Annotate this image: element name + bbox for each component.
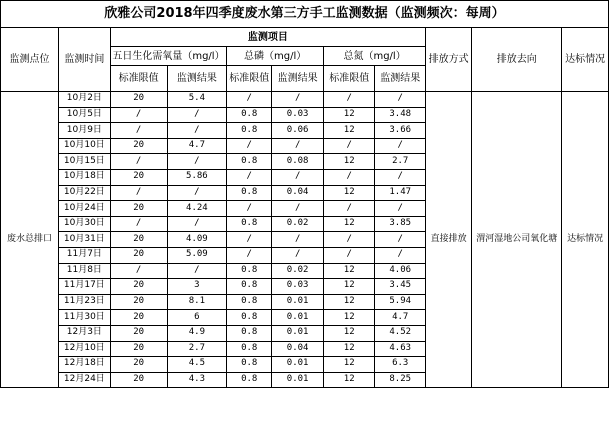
date-cell[interactable]: 12月3日 xyxy=(59,325,111,341)
bod-limit-cell[interactable]: 20 xyxy=(110,169,167,185)
tp-result-cell[interactable]: 0.03 xyxy=(272,279,324,295)
compliance-status-cell[interactable]: 达标情况 xyxy=(562,92,609,388)
header-bod-result[interactable]: 监测结果 xyxy=(167,66,227,92)
bod-result-cell[interactable]: / xyxy=(167,123,227,139)
tp-result-cell[interactable]: / xyxy=(272,92,324,108)
tp-limit-cell[interactable]: 0.8 xyxy=(227,357,272,373)
table-row xyxy=(1,92,609,108)
discharge-destination-cell[interactable]: 渭河湿地公司氧化塘 xyxy=(472,92,562,388)
tn-limit-cell[interactable]: 12 xyxy=(324,107,375,123)
date-cell[interactable]: 10月9日 xyxy=(59,123,111,139)
tp-result-cell[interactable]: 0.08 xyxy=(272,154,324,170)
date-cell[interactable]: 11月30日 xyxy=(59,310,111,326)
tn-result-cell[interactable]: 3.48 xyxy=(375,107,426,123)
tn-limit-cell[interactable]: 12 xyxy=(324,263,375,279)
bod-result-cell[interactable]: / xyxy=(167,263,227,279)
tn-limit-cell[interactable]: 12 xyxy=(324,325,375,341)
bod-result-cell[interactable]: / xyxy=(167,107,227,123)
date-cell[interactable]: 10月31日 xyxy=(59,232,111,248)
discharge-method-cell[interactable]: 直接排放 xyxy=(426,92,472,388)
tp-result-cell[interactable]: 0.02 xyxy=(272,216,324,232)
tp-limit-cell[interactable]: 0.8 xyxy=(227,341,272,357)
bod-result-cell[interactable]: 3 xyxy=(167,279,227,295)
date-cell[interactable]: 11月7日 xyxy=(59,247,111,263)
bod-result-cell[interactable]: / xyxy=(167,154,227,170)
header-tp-result[interactable]: 监测结果 xyxy=(272,66,324,92)
bod-limit-cell[interactable]: / xyxy=(110,216,167,232)
bod-result-cell[interactable]: / xyxy=(167,216,227,232)
tn-limit-cell[interactable]: / xyxy=(324,169,375,185)
bod-limit-cell[interactable]: 20 xyxy=(110,372,167,388)
tp-limit-cell[interactable]: 0.8 xyxy=(227,279,272,295)
tp-limit-cell[interactable]: 0.8 xyxy=(227,263,272,279)
tp-limit-cell[interactable]: 0.8 xyxy=(227,107,272,123)
date-cell[interactable]: 10月2日 xyxy=(59,92,111,108)
tp-limit-cell[interactable]: 0.8 xyxy=(227,310,272,326)
tp-result-cell[interactable]: 0.06 xyxy=(272,123,324,139)
date-cell[interactable]: 12月24日 xyxy=(59,372,111,388)
tp-result-cell[interactable]: / xyxy=(272,138,324,154)
tp-result-cell[interactable]: 0.01 xyxy=(272,310,324,326)
tn-result-cell[interactable]: / xyxy=(375,169,426,185)
tp-result-cell[interactable]: 0.01 xyxy=(272,294,324,310)
date-cell[interactable]: 10月5日 xyxy=(59,107,111,123)
tn-result-cell[interactable]: 6.3 xyxy=(375,357,426,373)
tp-limit-cell[interactable]: / xyxy=(227,169,272,185)
bod-limit-cell[interactable]: / xyxy=(110,107,167,123)
tn-result-cell[interactable]: / xyxy=(375,138,426,154)
tn-limit-cell[interactable]: / xyxy=(324,232,375,248)
date-cell[interactable]: 10月22日 xyxy=(59,185,111,201)
tn-result-cell[interactable]: 4.63 xyxy=(375,341,426,357)
bod-limit-cell[interactable]: / xyxy=(110,154,167,170)
bod-limit-cell[interactable]: 20 xyxy=(110,341,167,357)
tn-limit-cell[interactable]: / xyxy=(324,138,375,154)
tp-result-cell[interactable]: 0.01 xyxy=(272,325,324,341)
bod-result-cell[interactable]: 4.24 xyxy=(167,201,227,217)
tn-limit-cell[interactable]: 12 xyxy=(324,185,375,201)
bod-result-cell[interactable]: 4.09 xyxy=(167,232,227,248)
tp-result-cell[interactable]: / xyxy=(272,169,324,185)
tn-result-cell[interactable]: 2.7 xyxy=(375,154,426,170)
tn-limit-cell[interactable]: 12 xyxy=(324,341,375,357)
bod-limit-cell[interactable]: 20 xyxy=(110,357,167,373)
bod-result-cell[interactable]: 6 xyxy=(167,310,227,326)
bod-limit-cell[interactable]: / xyxy=(110,185,167,201)
tn-result-cell[interactable]: 3.45 xyxy=(375,279,426,295)
date-cell[interactable]: 12月10日 xyxy=(59,341,111,357)
tn-result-cell[interactable]: 4.06 xyxy=(375,263,426,279)
header-tn-limit[interactable]: 标准限值 xyxy=(324,66,375,92)
header-bod5[interactable]: 五日生化需氧量（mg/l） xyxy=(110,47,227,66)
bod-result-cell[interactable]: 2.7 xyxy=(167,341,227,357)
tn-result-cell[interactable]: / xyxy=(375,232,426,248)
tp-limit-cell[interactable]: 0.8 xyxy=(227,294,272,310)
date-cell[interactable]: 11月23日 xyxy=(59,294,111,310)
tp-result-cell[interactable]: / xyxy=(272,247,324,263)
bod-result-cell[interactable]: 5.4 xyxy=(167,92,227,108)
header-monitoring-point[interactable]: 监测点位 xyxy=(1,28,59,92)
tn-result-cell[interactable]: 4.7 xyxy=(375,310,426,326)
bod-result-cell[interactable]: 5.86 xyxy=(167,169,227,185)
bod-limit-cell[interactable]: 20 xyxy=(110,279,167,295)
bod-result-cell[interactable]: 4.3 xyxy=(167,372,227,388)
tn-result-cell[interactable]: 1.47 xyxy=(375,185,426,201)
table-body xyxy=(1,92,609,388)
tp-result-cell[interactable]: 0.02 xyxy=(272,263,324,279)
sheet-title[interactable]: 欣雅公司2018年四季度废水第三方手工监测数据（监测频次：每周） xyxy=(1,1,609,28)
header-tp-limit[interactable]: 标准限值 xyxy=(227,66,272,92)
tn-limit-cell[interactable]: 12 xyxy=(324,310,375,326)
date-cell[interactable]: 10月15日 xyxy=(59,154,111,170)
header-monitoring-time[interactable]: 监测时间 xyxy=(59,28,111,92)
tp-limit-cell[interactable]: / xyxy=(227,201,272,217)
tp-result-cell[interactable]: / xyxy=(272,201,324,217)
tp-result-cell[interactable]: 0.03 xyxy=(272,107,324,123)
tn-result-cell[interactable]: 8.25 xyxy=(375,372,426,388)
tn-result-cell[interactable]: 3.66 xyxy=(375,123,426,139)
tn-result-cell[interactable]: 5.94 xyxy=(375,294,426,310)
tp-result-cell[interactable]: 0.01 xyxy=(272,357,324,373)
tn-result-cell[interactable]: 4.52 xyxy=(375,325,426,341)
header-total-phosphorus[interactable]: 总磷（mg/l） xyxy=(227,47,324,66)
tp-result-cell[interactable]: 0.04 xyxy=(272,185,324,201)
date-cell[interactable]: 10月10日 xyxy=(59,138,111,154)
tn-limit-cell[interactable]: 12 xyxy=(324,216,375,232)
tn-limit-cell[interactable]: 12 xyxy=(324,294,375,310)
tp-limit-cell[interactable]: 0.8 xyxy=(227,372,272,388)
monitoring-point-cell[interactable]: 废水总排口 xyxy=(1,92,59,388)
date-cell[interactable]: 10月18日 xyxy=(59,169,111,185)
tp-limit-cell[interactable]: / xyxy=(227,138,272,154)
header-monitoring-items[interactable]: 监测项目 xyxy=(110,28,425,47)
header-bod-limit[interactable]: 标准限值 xyxy=(110,66,167,92)
bod-limit-cell[interactable]: / xyxy=(110,263,167,279)
tp-limit-cell[interactable]: 0.8 xyxy=(227,154,272,170)
header-discharge-method[interactable]: 排放方式 xyxy=(426,28,472,92)
tp-limit-cell[interactable]: / xyxy=(227,92,272,108)
date-cell[interactable]: 10月30日 xyxy=(59,216,111,232)
header-discharge-destination[interactable]: 排放去向 xyxy=(472,28,562,92)
tp-limit-cell[interactable]: 0.8 xyxy=(227,185,272,201)
date-cell[interactable]: 12月18日 xyxy=(59,357,111,373)
tn-result-cell[interactable]: / xyxy=(375,92,426,108)
tn-limit-cell[interactable]: 12 xyxy=(324,154,375,170)
tp-limit-cell[interactable]: 0.8 xyxy=(227,216,272,232)
bod-limit-cell[interactable]: 20 xyxy=(110,92,167,108)
tn-limit-cell[interactable]: / xyxy=(324,247,375,263)
header-total-nitrogen[interactable]: 总氮（mg/l） xyxy=(324,47,426,66)
bod-limit-cell[interactable]: 20 xyxy=(110,201,167,217)
tn-result-cell[interactable]: / xyxy=(375,247,426,263)
bod-limit-cell[interactable]: 20 xyxy=(110,325,167,341)
tp-result-cell[interactable]: 0.01 xyxy=(272,372,324,388)
bod-limit-cell[interactable]: 20 xyxy=(110,138,167,154)
tp-limit-cell[interactable]: / xyxy=(227,232,272,248)
header-compliance-status[interactable]: 达标情况 xyxy=(562,28,609,92)
tn-result-cell[interactable]: 3.85 xyxy=(375,216,426,232)
tn-limit-cell[interactable]: 12 xyxy=(324,357,375,373)
tp-limit-cell[interactable]: 0.8 xyxy=(227,123,272,139)
tp-limit-cell[interactable]: / xyxy=(227,247,272,263)
bod-limit-cell[interactable]: 20 xyxy=(110,310,167,326)
bod-result-cell[interactable]: 4.9 xyxy=(167,325,227,341)
bod-limit-cell[interactable]: 20 xyxy=(110,294,167,310)
bod-limit-cell[interactable]: 20 xyxy=(110,247,167,263)
bod-limit-cell[interactable]: / xyxy=(110,123,167,139)
tn-limit-cell[interactable]: / xyxy=(324,201,375,217)
bod-result-cell[interactable]: 4.7 xyxy=(167,138,227,154)
header-tn-result[interactable]: 监测结果 xyxy=(375,66,426,92)
date-cell[interactable]: 11月17日 xyxy=(59,279,111,295)
tn-limit-cell[interactable]: 12 xyxy=(324,372,375,388)
tn-limit-cell[interactable]: / xyxy=(324,92,375,108)
date-cell[interactable]: 11月8日 xyxy=(59,263,111,279)
bod-result-cell[interactable]: 8.1 xyxy=(167,294,227,310)
bod-limit-cell[interactable]: 20 xyxy=(110,232,167,248)
tn-limit-cell[interactable]: 12 xyxy=(324,279,375,295)
bod-result-cell[interactable]: 5.09 xyxy=(167,247,227,263)
tn-limit-cell[interactable]: 12 xyxy=(324,123,375,139)
bod-result-cell[interactable]: 4.5 xyxy=(167,357,227,373)
date-cell[interactable]: 10月24日 xyxy=(59,201,111,217)
tp-result-cell[interactable]: / xyxy=(272,232,324,248)
tn-result-cell[interactable]: / xyxy=(375,201,426,217)
bod-result-cell[interactable]: / xyxy=(167,185,227,201)
tp-limit-cell[interactable]: 0.8 xyxy=(227,325,272,341)
tp-result-cell[interactable]: 0.04 xyxy=(272,341,324,357)
